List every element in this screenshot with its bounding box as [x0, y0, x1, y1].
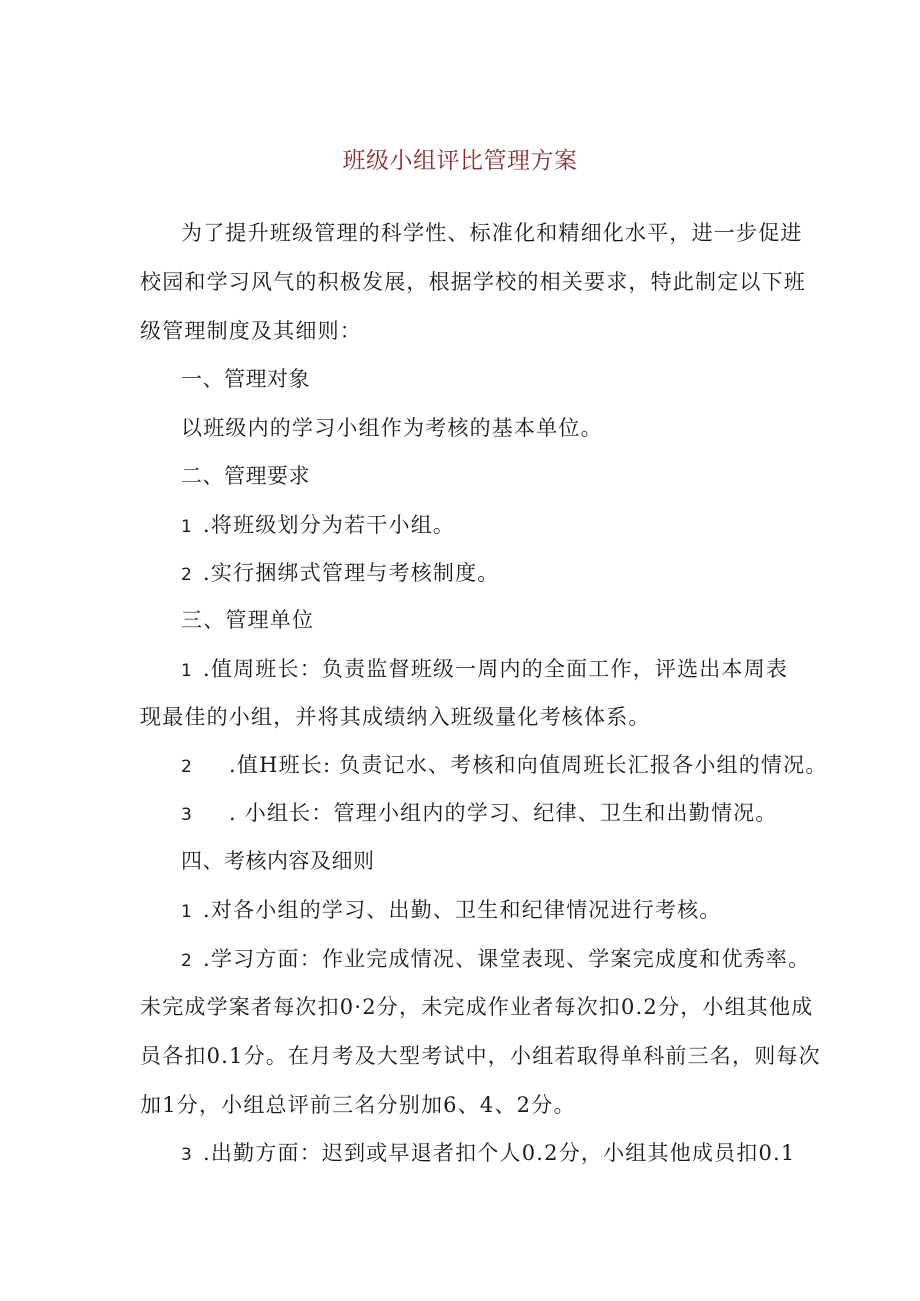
list-item: [181, 944, 831, 976]
intro-line-3: 级管理制度及其细则：: [140, 319, 362, 343]
list-item-continuation: 员各扣0.1分。在月考及大型考试中，小组若取得单科前三名，则每次: [140, 1044, 821, 1068]
list-item: [181, 558, 831, 590]
intro-line-1: 为了提升班级管理的科学性、标准化和精细化水平，进一步促进: [181, 221, 803, 245]
item-text: .值H班长: 负责记水、考核和向值周班长汇报各小组的情况。: [229, 753, 828, 777]
section-heading-4: 四、考核内容及细则: [181, 849, 375, 873]
intro-line-2: 校园和学习风气的积极发展，根据学校的相关要求，特此制定以下班: [140, 270, 806, 294]
list-item-continuation: 加1分，小组总评前三名分别加6、4、2分。: [140, 1093, 576, 1117]
list-item: [181, 654, 831, 686]
item-text: .值周班长：负责监督班级一周内的全面工作，评选出本周表: [203, 657, 789, 681]
item-number: 3: [181, 1145, 194, 1165]
list-item: [181, 798, 831, 830]
section1-body: 以班级内的学习小组作为考核的基本单位。: [181, 416, 603, 440]
item-number: 2: [181, 565, 194, 585]
item-text: .将班级划分为若干小组。: [203, 513, 456, 537]
item-number: 1: [181, 661, 194, 681]
item-number: 3: [181, 805, 194, 825]
list-item-continuation: 未完成学案者每次扣0·2分，未完成作业者每次扣0.2分，小组其他成: [140, 995, 814, 1019]
section-heading-3: 三、管理单位: [181, 608, 315, 632]
list-item: [181, 895, 831, 927]
item-number: 1: [181, 517, 194, 537]
section-heading-2: 二、管理要求: [181, 464, 310, 488]
item-text: .实行捆绑式管理与考核制度。: [203, 561, 500, 585]
item-number: 2: [181, 951, 194, 971]
item-number: 2: [181, 757, 194, 777]
list-item-continuation: 现最佳的小组，并将其成绩纳入班级量化考核体系。: [140, 705, 651, 729]
item-text: . 小组长：管理小组内的学习、纪律、卫生和出勤情况。: [229, 801, 778, 825]
list-item: [181, 510, 831, 542]
item-number: 1: [181, 902, 194, 922]
list-item: [181, 1138, 831, 1170]
item-text: .学习方面：作业完成情况、课堂表现、学案完成度和优秀率。: [203, 947, 811, 971]
page-title: 班级小组评比管理方案: [342, 148, 578, 174]
item-text: .出勤方面：迟到或早退者扣个人0.2分，小组其他成员扣0.1: [203, 1141, 796, 1165]
list-item: [181, 750, 831, 782]
section-heading-1: 一、管理对象: [181, 367, 310, 391]
item-text: .对各小组的学习、出勤、卫生和纪律情况进行考核。: [203, 898, 722, 922]
